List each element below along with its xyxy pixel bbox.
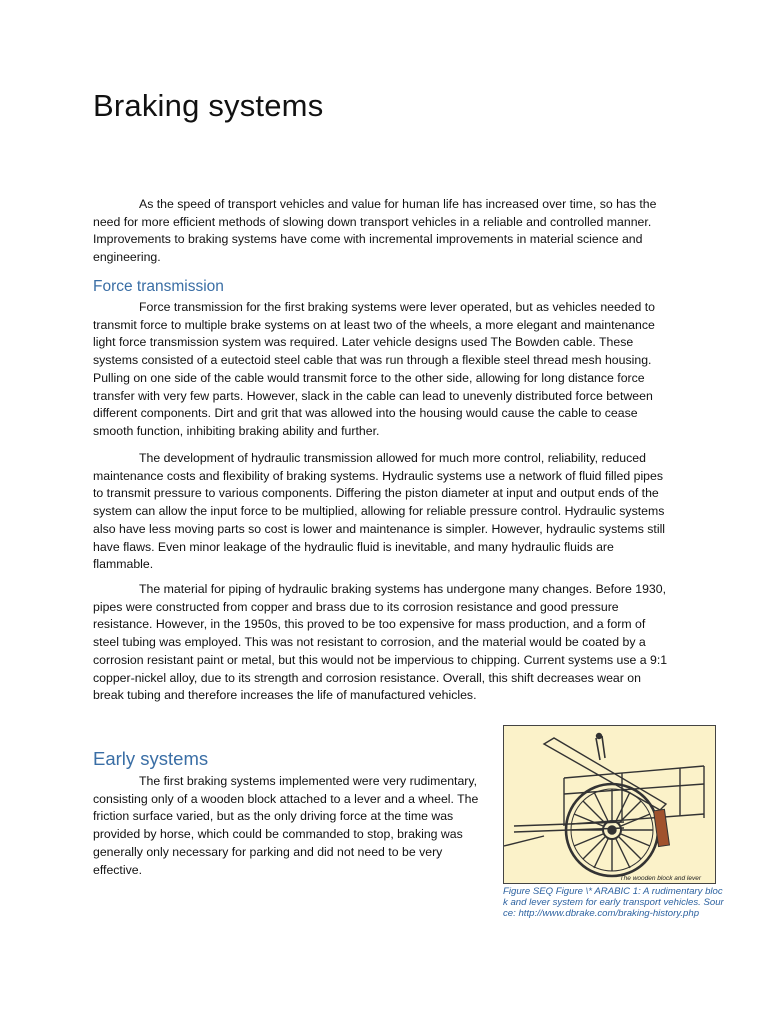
cart-brake-figure	[503, 725, 716, 884]
figure-caption: Figure SEQ Figure \* ARABIC 1: A rudimentary block and lever system for early transport vehicles. Source: http://www.dbrake.com/braking-history.php	[503, 886, 724, 919]
force-paragraph-3	[93, 581, 670, 705]
force-paragraph-2	[93, 450, 670, 574]
intro-paragraph	[93, 196, 670, 267]
force-paragraph-1	[93, 299, 670, 441]
page-title: Braking systems	[93, 88, 324, 123]
cart-wheel-illustration	[504, 726, 714, 882]
force-paragraph-1-text: Force transmission for the first braking systems were lever operated, but as vehicles needed to transmit force to multiple brake systems on at least two of the wheels, a more elegant and maintenance light force transmission system was required. Later vehicle designs used The Bowden cable. These systems consisted of a eutectoid steel cable that was run through a flexible steel thread mesh housing. Pulling on one side of the cable would transmit force to the other side, allowing for long distance force transfer with very few parts. However, slack in the cable can lead to unevenly distributed force between different components. Dirt and grit that was allowed into the housing would cause the cable to cease smooth function, inhibiting braking ability and further.	[93, 300, 656, 438]
figure-image-label: The wooden block and lever	[619, 875, 701, 882]
intro-text: As the speed of transport vehicles and value for human life has increased over time, so has the need for more efficient methods of slowing down transport vehicles in a reliable and controlled manner. Improvements to braking systems have come with incremental improvements in material science and engineering.	[93, 197, 657, 265]
early-systems-paragraph	[93, 773, 483, 879]
section-heading-force-transmission: Force transmission	[93, 278, 224, 295]
section-heading-early-systems: Early systems	[93, 748, 209, 769]
force-paragraph-2-text: The development of hydraulic transmission allowed for much more control, reliability, reduced maintenance costs and flexibility of braking systems. Hydraulic systems use a network of fluid filled pipes to transmit pressure to various components. Differing the piston diameter at input and output ends of the system can allow the input force to be multiplied, allowing for reliable pressure control. Hydraulic systems also have less moving parts so cost is lower and maintenance is simpler. However, hydraulic systems still have flaws. Even minor leakage of the hydraulic fluid is inevitable, and many hydraulic fluids are flammable.	[93, 451, 666, 572]
early-systems-paragraph-text: The first braking systems implemented were very rudimentary, consisting only of a wooden block attached to a lever and a wheel. The friction surface varied, but as the only driving force at the time was provided by horse, which could be commanded to stop, braking was generally only necessary for parking and did not need to be very effective.	[93, 774, 479, 877]
force-paragraph-3-text: The material for piping of hydraulic braking systems has undergone many changes. Before 1930, pipes were constructed from copper and brass due to its corrosion resistance and good pressure resistance. However, in the 1950s, this proved to be too expensive for mass production, and a form of steel tubing was employed. This was not resistant to corrosion, and the material would be coated by a corrosion resistant paint or metal, but this would not be impervious to chipping. Current systems use a 9:1 copper-nickel alloy, due to its strength and corrosion resistance. Overall, this shift decreases wear on break tubing and therefore increases the life of manufactured vehicles.	[93, 582, 668, 703]
